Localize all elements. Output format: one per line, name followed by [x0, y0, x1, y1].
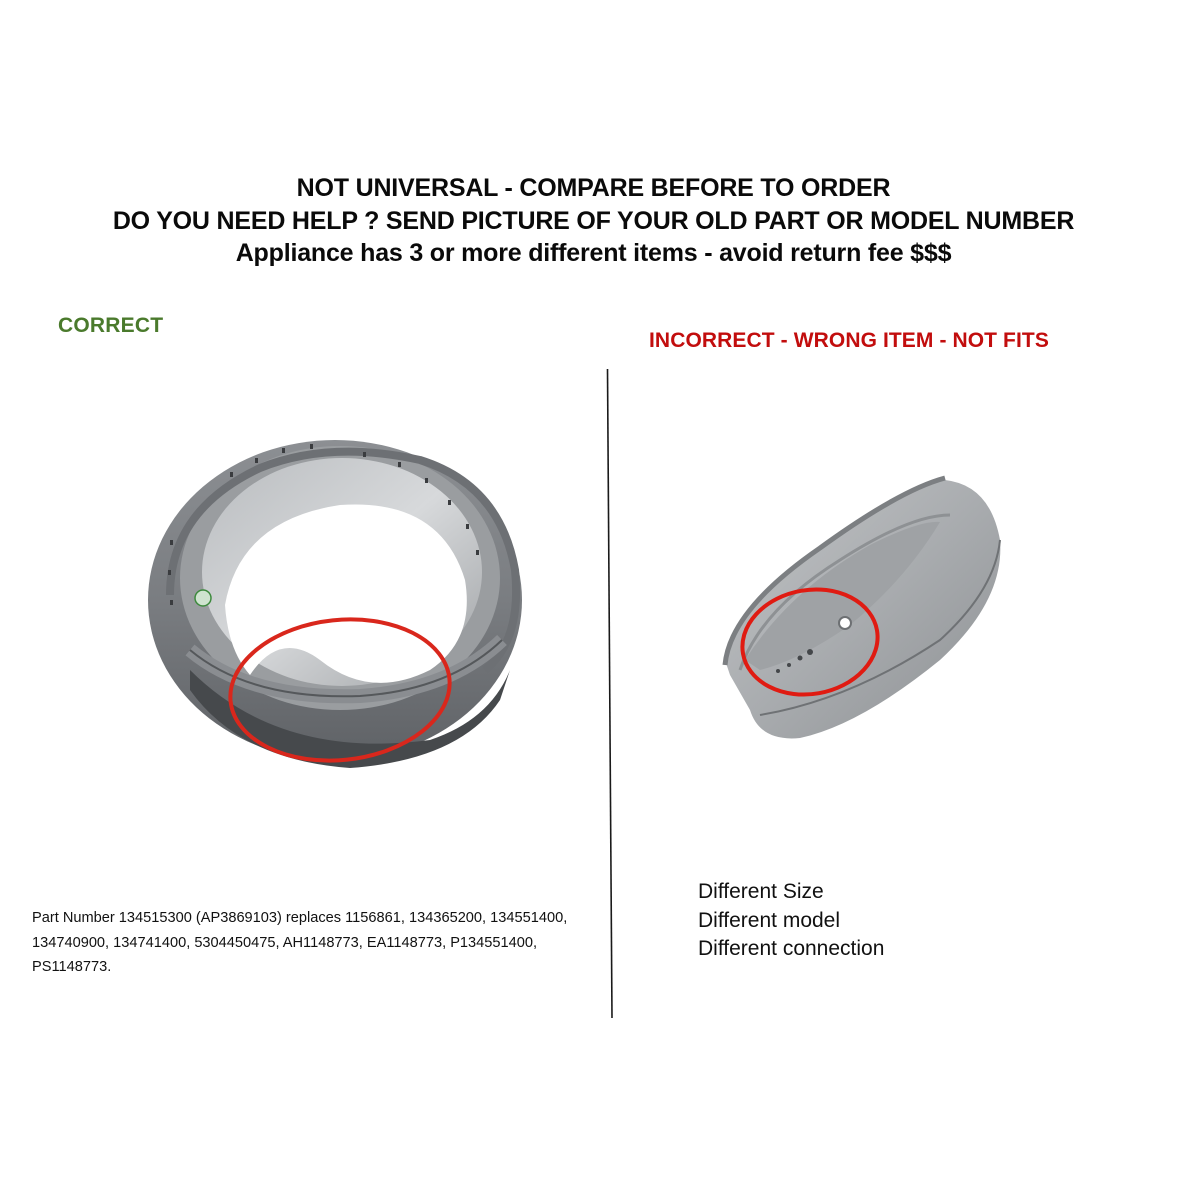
- correct-label: CORRECT: [58, 314, 164, 337]
- notice-header: [0, 172, 1187, 270]
- notice-line-3: Appliance has 3 or more different items - avoid return fee $$$: [235, 239, 952, 267]
- notice-line-1: NOT UNIVERSAL - COMPARE BEFORE TO ORDER: [296, 174, 891, 202]
- notice-line-2: DO YOU NEED HELP ? SEND PICTURE OF YOUR OLD PART OR MODEL NUMBER: [112, 206, 1075, 235]
- differences-list: [698, 878, 884, 964]
- correct-gasket-image: [130, 400, 530, 780]
- part-number-replacements: Part Number 134515300 (AP3869103) replaces 1156861, 134365200, 134551400, 134740900, 134741400, 5304450475, AH1148773, EA1148773, P134551400, PS1148773.: [32, 910, 568, 975]
- difference-item-size: Different Size: [698, 880, 824, 903]
- difference-item-connection: Different connection: [698, 937, 885, 960]
- incorrect-label: INCORRECT - WRONG ITEM - NOT FITS: [649, 329, 1049, 352]
- difference-item-model: Different model: [698, 908, 841, 932]
- incorrect-gasket-image: [700, 460, 1050, 750]
